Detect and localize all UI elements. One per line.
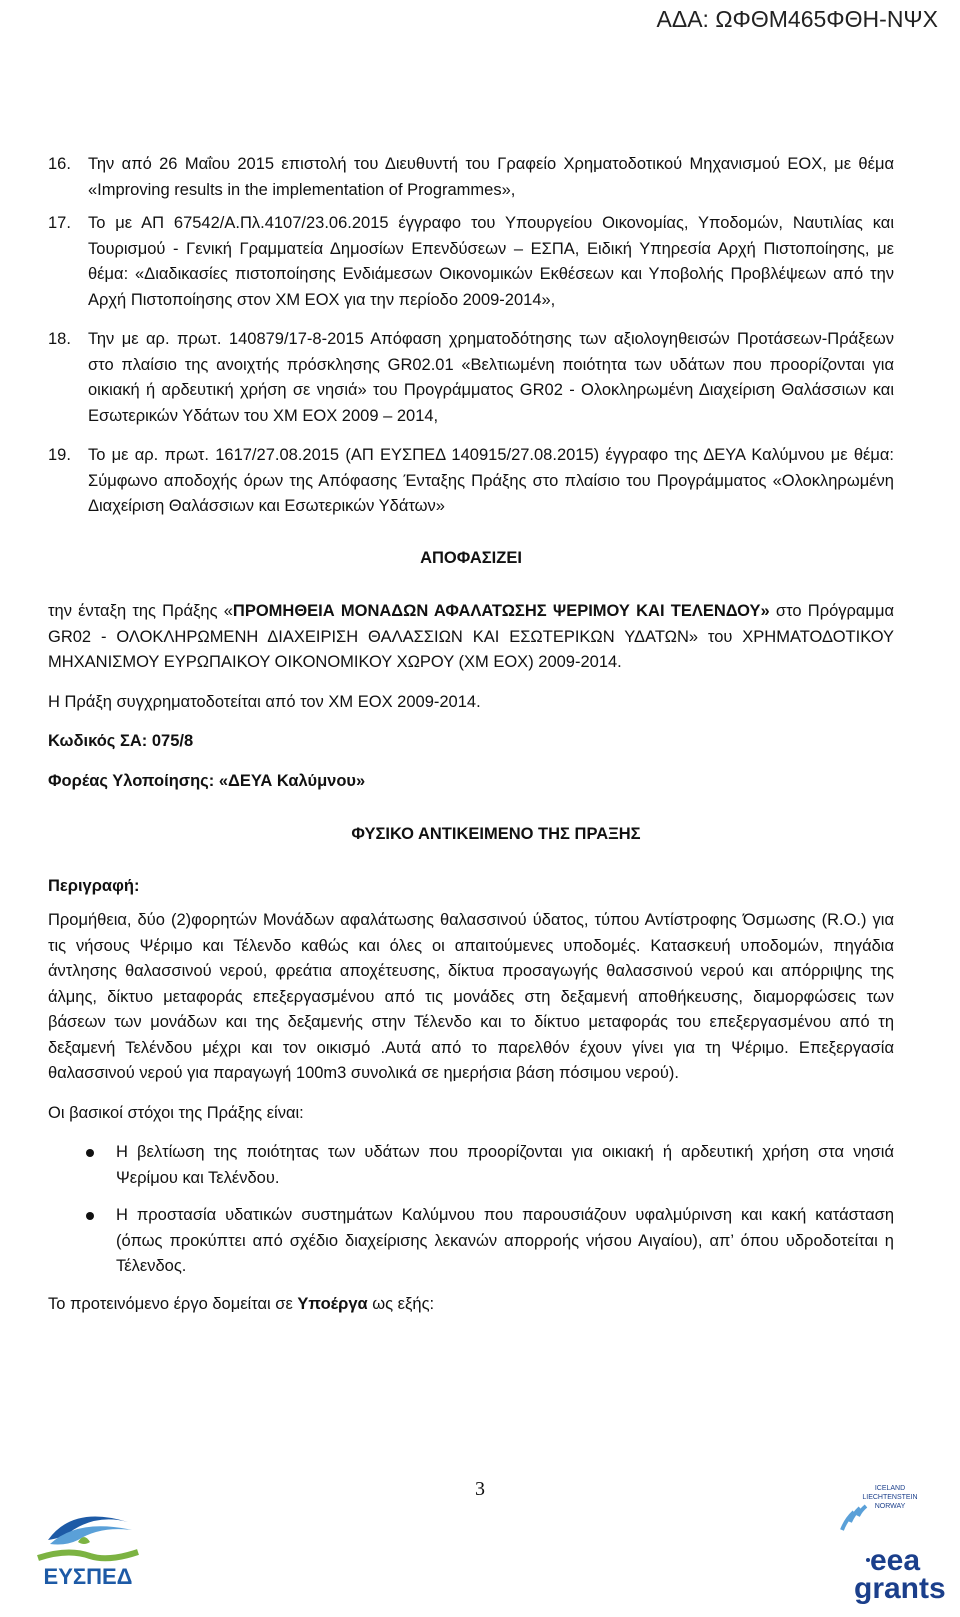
- implementer: Φορέας Υλοποίησης: «ΔΕΥΑ Καλύμνου»: [48, 771, 366, 790]
- subprojects-prefix: Το προτεινόμενο έργο δομείται σε: [48, 1294, 298, 1313]
- item-number: 18.: [48, 330, 71, 348]
- goal-item: [48, 1203, 894, 1280]
- cofinance-text: Η Πράξη συγχρηματοδοτείται από τον ΧΜ ΕΟΧ 2009-2014.: [48, 692, 481, 711]
- bullet-icon: [48, 1203, 116, 1280]
- page-number: 3: [475, 1478, 485, 1500]
- decision-rest: στο Πρόγραμμα GR02 - ΟΛΟΚΛΗΡΩΜΕΝΗ ΔΙΑΧΕΙΡΙΣΗ ΘΑΛΑΣΣΙΩΝ ΚΑΙ ΕΣΩΤΕΡΙΚΩΝ ΥΔΑΤΩΝ» του ΧΡΗΜΑΤΟΔΟΤΙΚΟΥ ΜΗΧΑΝΙΣΜΟΥ ΕΥΡΩΠΑΙΚΟΥ ΟΙΚΟΝΟΜΙΚΟΥ ΧΩΡΟΥ (ΧΜ ΕΟΧ) 2009-2014.: [48, 602, 894, 671]
- svg-text:LIECHTENSTEIN: LIECHTENSTEIN: [862, 1494, 918, 1501]
- goals-intro: Οι βασικοί στόχοι της Πράξης είναι:: [48, 1103, 304, 1122]
- goal-item: [48, 1140, 894, 1191]
- svg-text:eea: eea: [870, 1544, 921, 1577]
- subprojects-text: [48, 1292, 894, 1318]
- description-label: Περιγραφή:: [48, 877, 140, 895]
- decision-heading: ΑΠΟΦΑΣΙΖΕΙ: [420, 548, 522, 567]
- item-text: Την με αρ. πρωτ. 140879/17-8-2015 Απόφαση χρηματοδότησης των αξιολογηθεισών Προτάσεων-Πράξεων στο πλαίσιο της ανοιχτής πρόσκλησης GR02.01 «Βελτιωμένη ποιότητα των υδάτων που προορίζονται για οικιακή ή αρδευτική χρήση σε νησιά» του Προγράμματος GR02 - Ολοκληρωμένη Διαχείριση Θαλάσσιων και Εσωτερικών Υδάτων του ΧΜ ΕΟΧ 2009 – 2014,: [88, 330, 894, 425]
- ada-code: ΑΔΑ: ΩΦΘΜ465ΦΘΗ-ΝΨΧ: [656, 6, 938, 32]
- svg-text:ICELAND: ICELAND: [874, 1485, 906, 1492]
- decision-paragraph: [48, 599, 894, 676]
- item-text: Το με ΑΠ 67542/Α.Πλ.4107/23.06.2015 έγγραφο του Υπουργείου Οικονομίας, Υποδομών, Ναυτιλίας και Τουρισμού - Γενική Γραμματεία Δημοσίων Επενδύσεων – ΕΣΠΑ, Ειδική Υπηρεσία Αρχή Πιστοποίησης, με θέμα: «Διαδικασίες πιστοποίησης Ενδιάμεσων Οικονομικών Εκθέσεων και Υποβολής Προβλέψεων από την Αρχή Πιστοποίησης στον ΧΜ ΕΟΧ για την περίοδο 2009-2014»,: [88, 214, 894, 309]
- decision-prefix: την ένταξη της Πράξης «: [48, 602, 233, 620]
- document-body: [48, 152, 894, 1317]
- list-item: [48, 211, 894, 313]
- list-item: [48, 327, 894, 429]
- subprojects-bold: Υποέργα: [297, 1294, 368, 1313]
- goal-text: Η προστασία υδατικών συστημάτων Καλύμνου που παρουσιάζουν υφαλμύρινση και κακή κατάσταση (όπως προκύπτει από σχέδιο διαχείρισης λεκανών απορροής νήσου Αιγαίου), απ’ όπου υδροδοτείται η Τέλενδος.: [116, 1206, 894, 1275]
- physical-object-title: ΦΥΣΙΚΟ ΑΝΤΙΚΕΙΜΕΝΟ ΤΗΣ ΠΡΑΞΗΣ: [351, 825, 641, 843]
- item-text: Την από 26 Μαΐου 2015 επιστολή του Διευθυντή του Γραφείο Χρηματοδοτικού Μηχανισμού ΕΟΧ, με θέμα «Improving results in the implementation of Programmes»,: [88, 155, 894, 199]
- item-number: 16.: [48, 155, 71, 173]
- item-number: 17.: [48, 214, 71, 232]
- svg-text:grants: grants: [854, 1572, 946, 1605]
- eyspd-logo: [28, 1500, 148, 1594]
- eea-grants-logo: [820, 1478, 946, 1606]
- subprojects-suffix: ως εξής:: [367, 1294, 435, 1313]
- item-number: 19.: [48, 446, 71, 464]
- eyspd-logo-text: ΕΥΣΠΕΔ: [43, 1564, 133, 1589]
- svg-text:NORWAY: NORWAY: [874, 1503, 906, 1510]
- goal-text: Η βελτίωση της ποιότητας των υδάτων που προορίζονται για οικιακή ή αρδευτική χρήση στα νησιά Ψερίμου και Τελένδου.: [116, 1143, 894, 1187]
- goals-list: [48, 1140, 894, 1280]
- list-item: [48, 443, 894, 520]
- item-text: Το με αρ. πρωτ. 1617/27.08.2015 (ΑΠ ΕΥΣΠΕΔ 140915/27.08.2015) έγγραφο της ΔΕΥΑ Καλύμνου με θέμα: Σύμφωνο αποδοχής όρων της Απόφασης Ένταξης Πράξης στο πλαίσιο του Προγράμματος «Ολοκληρωμένη Διαχείριση Θαλάσσιων και Εσωτερικών Υδάτων»: [88, 446, 894, 515]
- code-sa: Κωδικός ΣΑ: 075/8: [48, 732, 194, 750]
- physical-object-header: [48, 822, 894, 908]
- bullet-icon: [48, 1140, 116, 1191]
- list-item: [48, 152, 894, 203]
- project-name: ΠΡΟΜΗΘΕΙΑ ΜΟΝΑΔΩΝ ΑΦΑΛΑΤΩΣΗΣ ΨΕΡΙΜΟΥ ΚΑΙ ΤΕΛΕΝΔΟΥ»: [232, 602, 770, 620]
- description-text: Προμήθεια, δύο (2)φορητών Μονάδων αφαλάτωσης θαλασσινού ύδατος, τύπου Αντίστροφης Όσμωσης (R.O.) για τις νήσους Ψέριμο και Τέλενδο καθώς και όλες οι απαιτούμενες υποδομές. Κατασκευή υποδομών, πηγάδια άντλησης θαλασσινού νερού, φρεάτια αποχέτευσης, δίκτυα προσαγωγής θαλασσινού νερού και απόρριψης της άλμης, δίκτυο μεταφοράς επεξεργασμένου από τις μονάδες στη δεξαμενή αποθήκευσης, διαμορφώσεις των βάσεων των μονάδων και της δεξαμενής στην Τέλενδο και το δίκτυο μεταφοράς του επεξεργασμένου από τη δεξαμενή Τελένδου μέχρι και τον οικισμό .Αυτά από το παρελθόν έχουν γίνει για τη Ψέριμο. Επεξεργασία θαλασσινού νερού για παραγωγή 100m3 συνολικά σε ημερήσια βάση πόσιμου νερού).: [48, 911, 894, 1082]
